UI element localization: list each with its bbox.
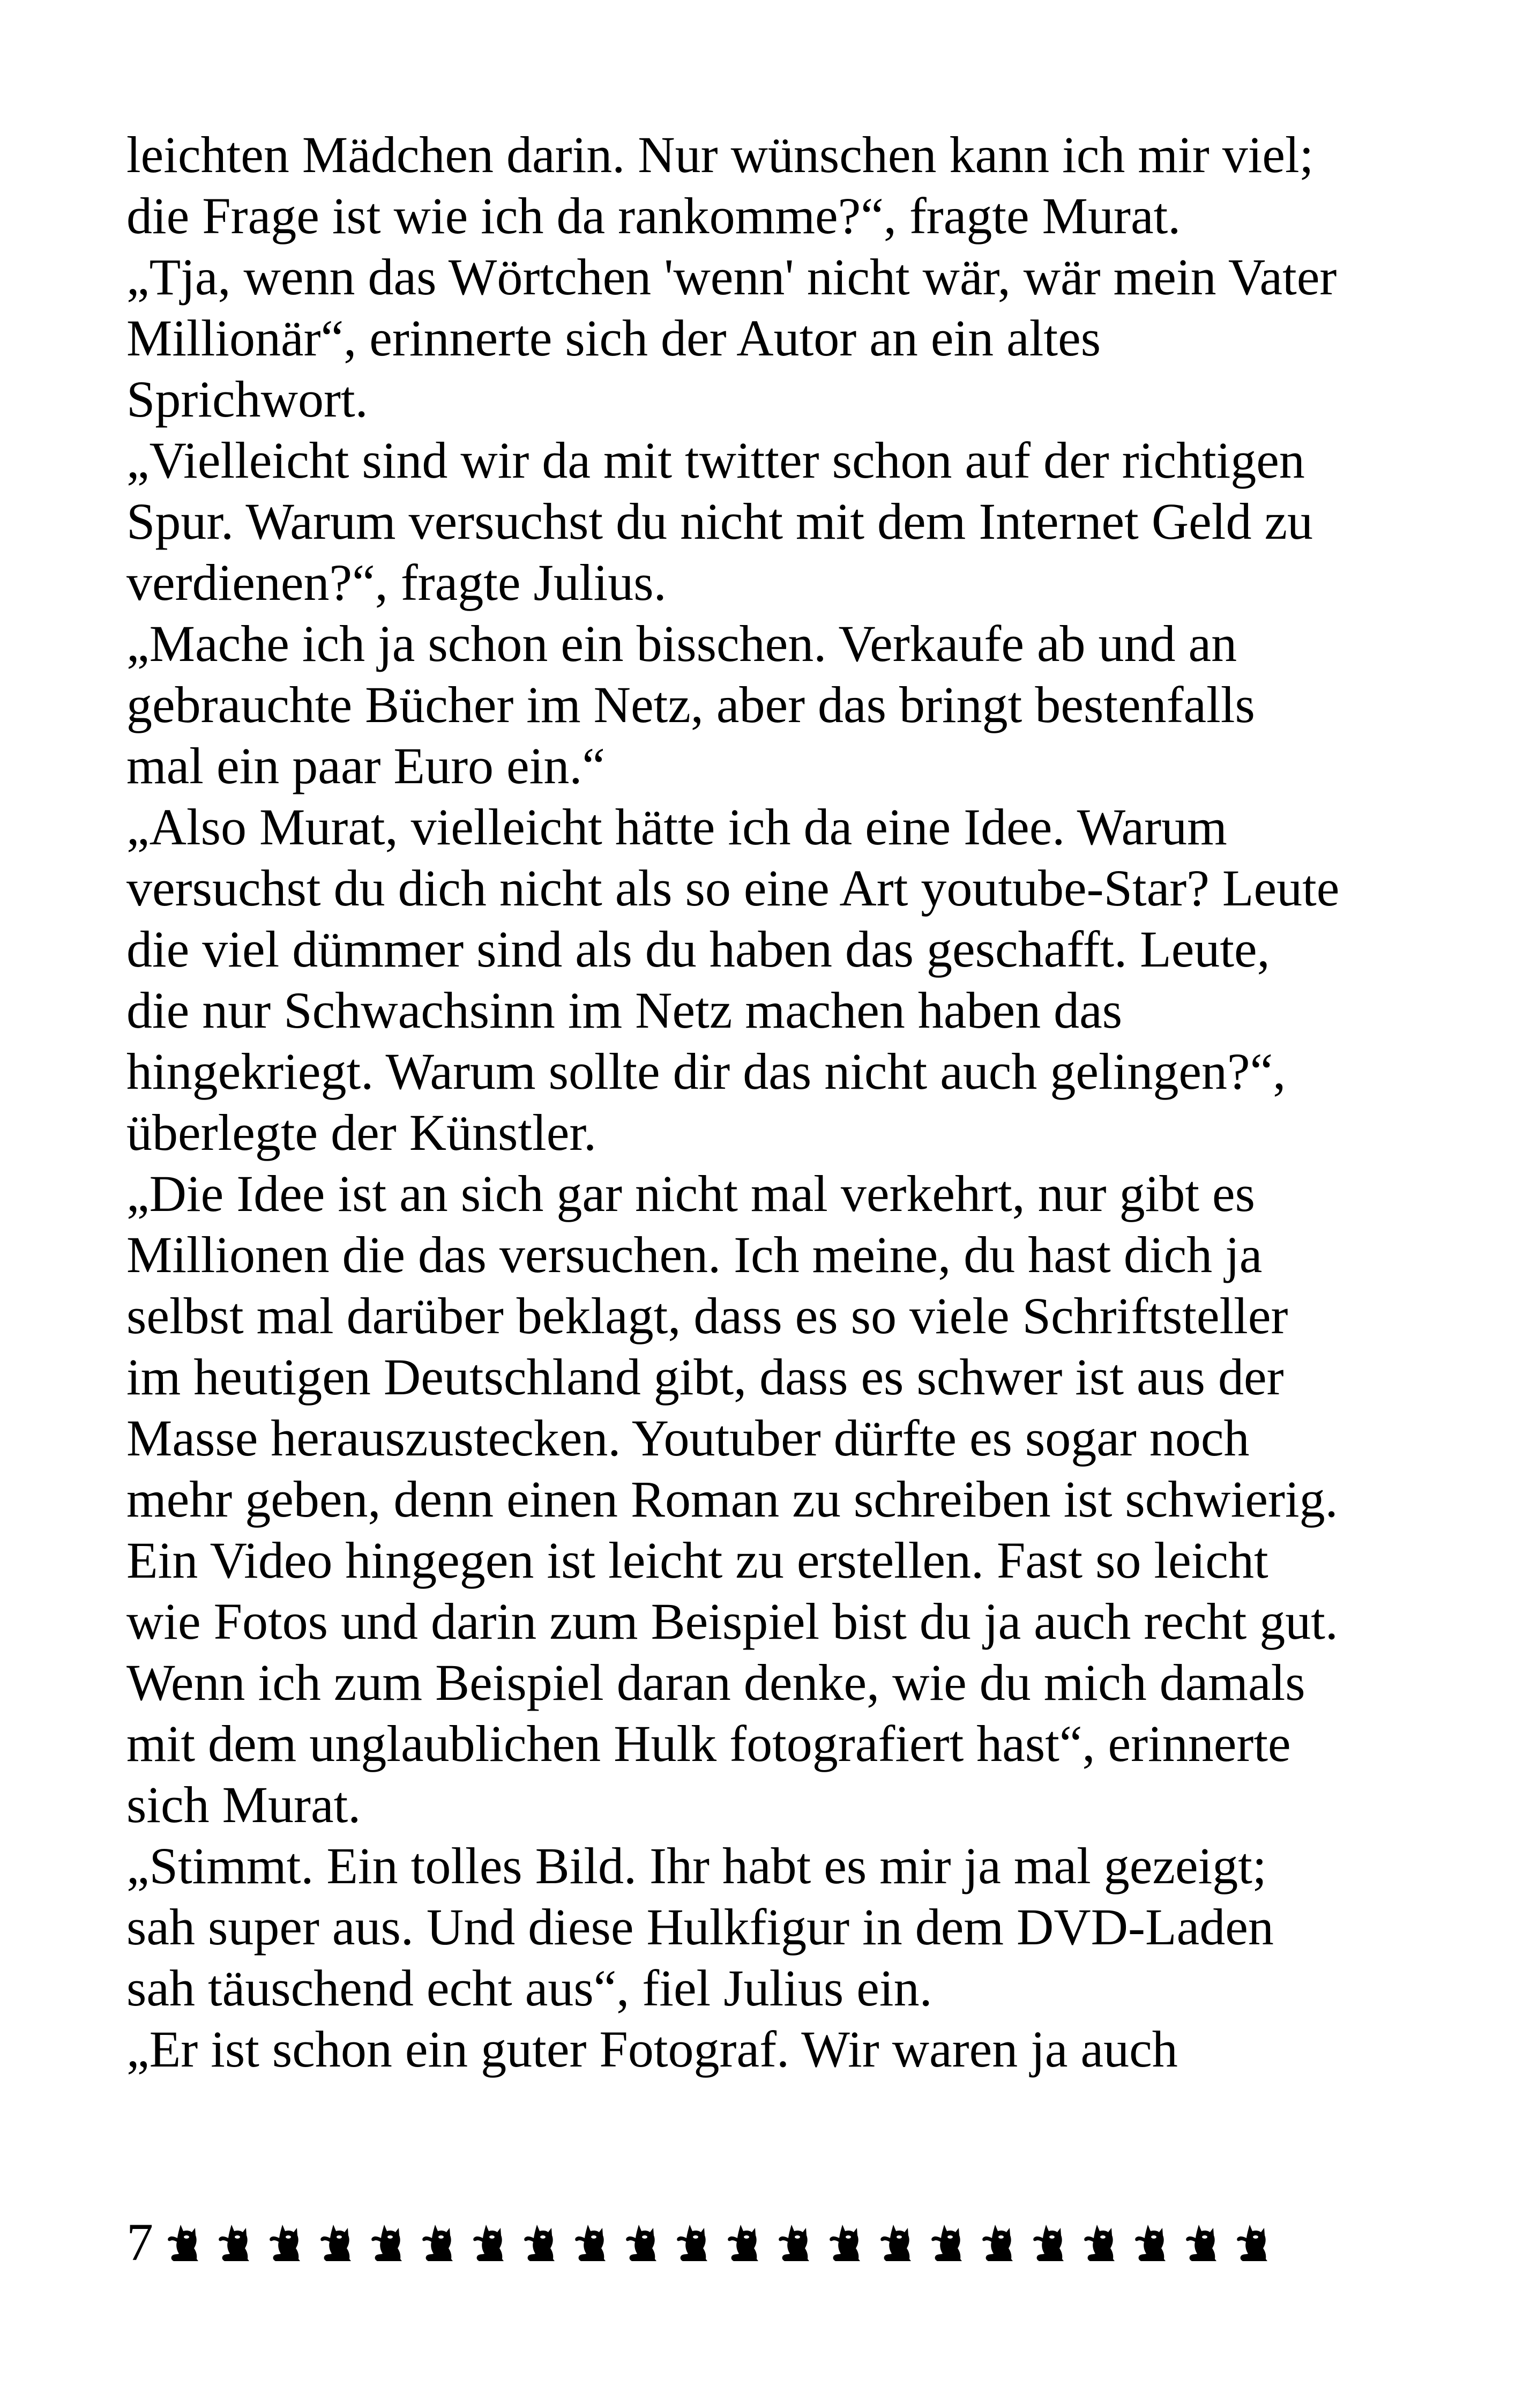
text-line: „Vielleicht sind wir da mit twitter schon auf der richtigen: [126, 432, 1305, 489]
text-line: im heutigen Deutschland gibt, dass es schwer ist aus der: [126, 1348, 1284, 1406]
cat-silhouette-icon: [417, 2221, 455, 2263]
cat-silhouette-icon: [825, 2221, 862, 2263]
text-line: „Mache ich ja schon ein bisschen. Verkaufe ab und an: [126, 615, 1237, 672]
text-line: versuchst du dich nicht als so eine Art youtube-Star? Leute: [126, 859, 1340, 917]
cat-silhouette-icon: [876, 2221, 913, 2263]
cat-silhouette-icon: [1232, 2221, 1270, 2263]
cat-silhouette-icon: [163, 2221, 200, 2263]
cat-silhouette-icon: [367, 2221, 404, 2263]
text-line: die Frage ist wie ich da rankomme?“, fragte Murat.: [126, 187, 1181, 244]
cat-silhouette-icon: [672, 2221, 710, 2263]
cat-silhouette-icon: [723, 2221, 760, 2263]
page-footer: [126, 2208, 1270, 2277]
text-line: Wenn ich zum Beispiel daran denke, wie du mich damals: [126, 1654, 1305, 1711]
text-line: leichten Mädchen darin. Nur wünschen kann ich mir viel;: [126, 126, 1314, 183]
cat-silhouette-icon: [316, 2221, 353, 2263]
cat-silhouette-icon: [1181, 2221, 1219, 2263]
text-line: hingekriegt. Warum sollte dir das nicht auch gelingen?“,: [126, 1043, 1286, 1100]
text-line: sah super aus. Und diese Hulkfigur in dem DVD-Laden: [126, 1898, 1274, 1956]
cat-silhouette-icon: [570, 2221, 608, 2263]
text-line: verdienen?“, fragte Julius.: [126, 554, 667, 611]
text-line: mit dem unglaublichen Hulk fotografiert hast“, erinnerte: [126, 1715, 1291, 1772]
cat-silhouette-icon: [927, 2221, 964, 2263]
page-body-text: [126, 124, 1413, 2080]
text-line: Masse herauszustecken. Youtuber dürfte es sogar noch: [126, 1409, 1250, 1467]
text-line: mehr geben, denn einen Roman zu schreiben ist schwierig.: [126, 1470, 1338, 1528]
cat-silhouette-icon: [214, 2221, 251, 2263]
text-line: gebrauchte Bücher im Netz, aber das bringt bestenfalls: [126, 676, 1255, 733]
text-line: Millionär“, erinnerte sich der Autor an ein altes: [126, 309, 1101, 367]
text-line: überlegte der Künstler.: [126, 1104, 597, 1161]
text-line: Ein Video hingegen ist leicht zu erstellen. Fast so leicht: [126, 1532, 1268, 1589]
text-line: Spur. Warum versuchst du nicht mit dem Internet Geld zu: [126, 493, 1313, 550]
text-line: die viel dümmer sind als du haben das geschafft. Leute,: [126, 920, 1270, 978]
text-line: „Stimmt. Ein tolles Bild. Ihr habt es mir ja mal gezeigt;: [126, 1837, 1267, 1894]
text-line: „Die Idee ist an sich gar nicht mal verkehrt, nur gibt es: [126, 1165, 1255, 1222]
text-line: sich Murat.: [126, 1776, 361, 1833]
text-line: mal ein paar Euro ein.“: [126, 737, 605, 794]
cat-silhouette-icon: [1028, 2221, 1066, 2263]
cat-silhouette-icon: [621, 2221, 659, 2263]
cat-silhouette-icon: [265, 2221, 302, 2263]
page-number: 7: [126, 2212, 153, 2272]
cat-silhouette-icon: [774, 2221, 811, 2263]
text-line: Sprichwort.: [126, 370, 368, 428]
text-line: Millionen die das versuchen. Ich meine, du hast dich ja: [126, 1226, 1263, 1283]
text-line: „Also Murat, vielleicht hätte ich da eine Idee. Warum: [126, 798, 1227, 856]
cat-silhouette-icon: [519, 2221, 557, 2263]
text-line: „Er ist schon ein guter Fotograf. Wir waren ja auch: [126, 2020, 1178, 2078]
text-line: die nur Schwachsinn im Netz machen haben das: [126, 982, 1123, 1039]
text-line: „Tja, wenn das Wörtchen 'wenn' nicht wär, wär mein Vater: [126, 248, 1337, 306]
text-line: wie Fotos und darin zum Beispiel bist du ja auch recht gut.: [126, 1593, 1338, 1650]
cat-silhouette-icon: [1130, 2221, 1168, 2263]
text-line: sah täuschend echt aus“, fiel Julius ein.: [126, 1959, 932, 2017]
cat-silhouette-icon: [977, 2221, 1015, 2263]
cat-silhouette-icon: [468, 2221, 506, 2263]
cat-silhouette-icon: [1079, 2221, 1117, 2263]
text-line: selbst mal darüber beklagt, dass es so viele Schriftsteller: [126, 1287, 1288, 1344]
ornament-row: [163, 2221, 1270, 2263]
